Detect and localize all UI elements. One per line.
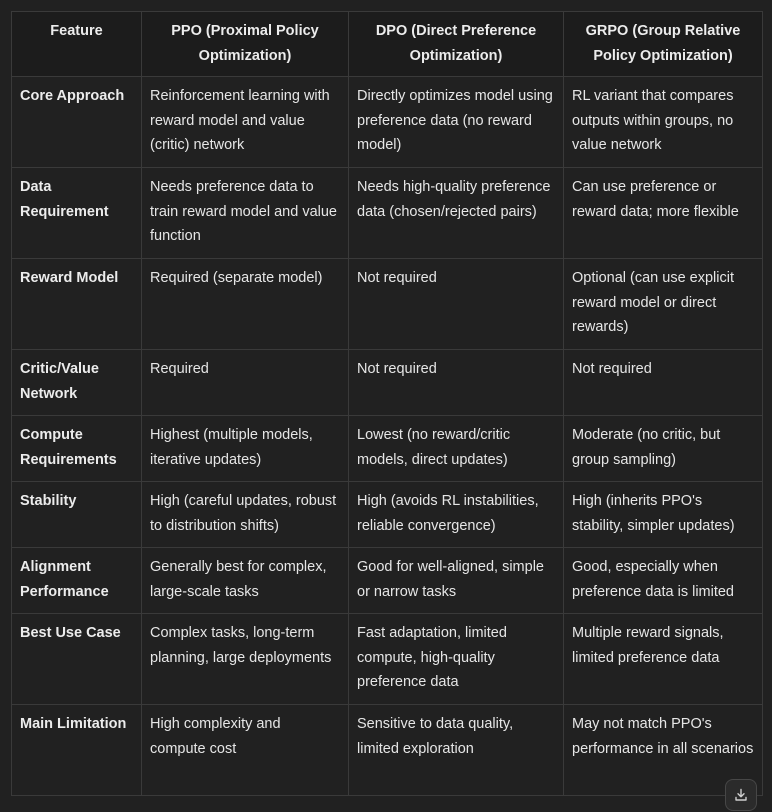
cell-grpo: Not required [564,350,763,416]
cell-grpo: Good, especially when preference data is limited [564,548,763,614]
cell-ppo: High (careful updates, robust to distribution shifts) [142,482,349,548]
header-grpo: GRPO (Group Relative Policy Optimization) [564,12,763,77]
cell-ppo: Required [142,350,349,416]
table-header-row [12,12,763,77]
row-feature-label: Main Limitation [12,705,142,796]
table-row [12,77,763,168]
header-feature: Feature [12,12,142,77]
comparison-table [11,11,763,796]
row-feature-label: Best Use Case [12,614,142,705]
cell-grpo: Multiple reward signals, limited preference data [564,614,763,705]
cell-ppo: Complex tasks, long-term planning, large deployments [142,614,349,705]
cell-dpo: Directly optimizes model using preference data (no reward model) [349,77,564,168]
download-button[interactable] [725,779,757,811]
cell-grpo: Optional (can use explicit reward model or direct rewards) [564,259,763,350]
cell-grpo: Can use preference or reward data; more flexible [564,168,763,259]
cell-ppo: Reinforcement learning with reward model and value (critic) network [142,77,349,168]
row-feature-label: Stability [12,482,142,548]
cell-dpo: Not required [349,259,564,350]
cell-grpo: RL variant that compares outputs within groups, no value network [564,77,763,168]
cell-grpo: May not match PPO's performance in all scenarios [564,705,763,796]
header-dpo: DPO (Direct Preference Optimization) [349,12,564,77]
download-icon [734,788,748,802]
row-feature-label: Critic/Value Network [12,350,142,416]
cell-ppo: Needs preference data to train reward model and value function [142,168,349,259]
table-row [12,416,763,482]
cell-dpo: Not required [349,350,564,416]
table-row [12,259,763,350]
table-row [12,482,763,548]
cell-ppo: High complexity and compute cost [142,705,349,796]
cell-dpo: Sensitive to data quality, limited exploration [349,705,564,796]
cell-grpo: High (inherits PPO's stability, simpler updates) [564,482,763,548]
cell-ppo: Generally best for complex, large-scale tasks [142,548,349,614]
row-feature-label: Alignment Performance [12,548,142,614]
table-row [12,614,763,705]
row-feature-label: Core Approach [12,77,142,168]
table-row [12,705,763,796]
cell-dpo: Needs high-quality preference data (chosen/rejected pairs) [349,168,564,259]
row-feature-label: Data Requirement [12,168,142,259]
row-feature-label: Reward Model [12,259,142,350]
cell-dpo: Fast adaptation, limited compute, high-quality preference data [349,614,564,705]
table-row [12,350,763,416]
cell-dpo: Good for well-aligned, simple or narrow tasks [349,548,564,614]
cell-ppo: Required (separate model) [142,259,349,350]
cell-dpo: High (avoids RL instabilities, reliable convergence) [349,482,564,548]
table-row [12,548,763,614]
cell-dpo: Lowest (no reward/critic models, direct updates) [349,416,564,482]
table-row [12,168,763,259]
row-feature-label: Compute Requirements [12,416,142,482]
cell-grpo: Moderate (no critic, but group sampling) [564,416,763,482]
header-ppo: PPO (Proximal Policy Optimization) [142,12,349,77]
cell-ppo: Highest (multiple models, iterative updates) [142,416,349,482]
